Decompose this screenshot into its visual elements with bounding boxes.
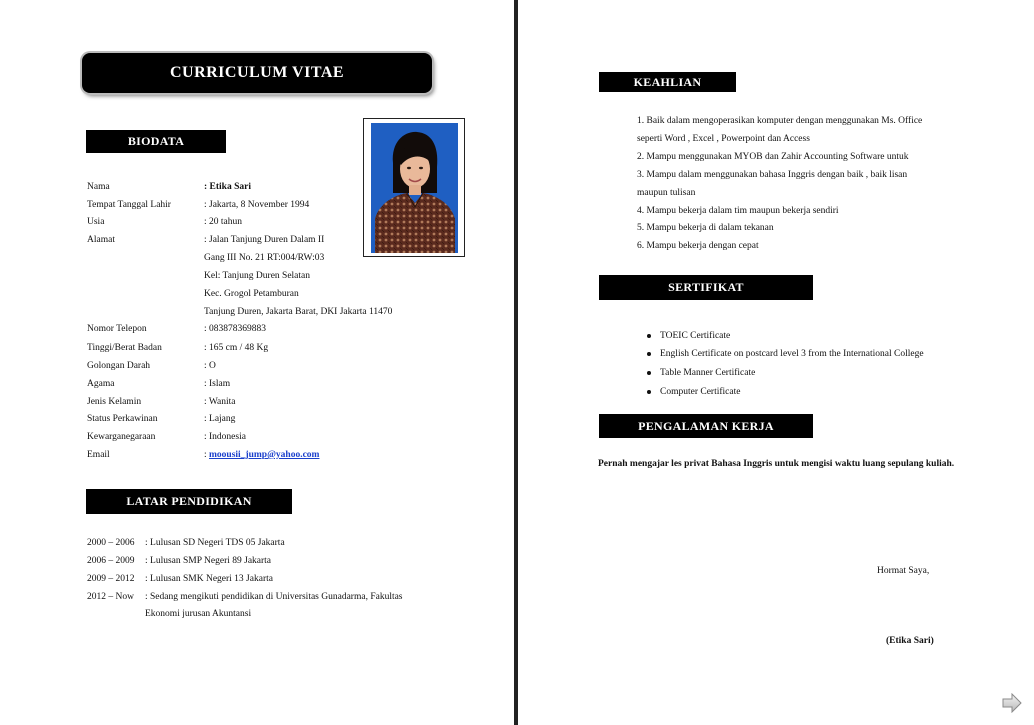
portrait-photo: [363, 118, 465, 257]
biodata-label: Tempat Tanggal Lahir: [87, 200, 171, 210]
biodata-label: Jenis Kelamin: [87, 397, 142, 407]
biodata-heading: BIODATA: [86, 130, 226, 153]
education-description: : Sedang mengikuti pendidikan di Universitas Gunadarma, Fakultas: [145, 592, 403, 602]
page-divider: [511, 0, 521, 725]
left-page: [0, 0, 511, 725]
biodata-value: : Lajang: [204, 414, 236, 424]
biodata-value: Kel: Tanjung Duren Selatan: [204, 271, 311, 281]
biodata-value: Gang III No. 21 RT:004/RW:03: [204, 253, 325, 263]
skill-line: maupun tulisan: [637, 188, 696, 198]
email-label: Email: [87, 450, 110, 460]
skill-line: 4. Mampu bekerja dalam tim maupun bekerja sendiri: [637, 206, 839, 216]
skill-line: 2. Mampu menggunakan MYOB dan Zahir Accounting Software untuk: [637, 152, 909, 162]
biodata-label: Golongan Darah: [87, 361, 151, 371]
biodata-value: : Islam: [204, 379, 231, 389]
email-link[interactable]: moousii_jump@yahoo.com: [209, 450, 320, 460]
certificate-text: Computer Certificate: [660, 387, 741, 397]
education-years: 2009 – 2012: [87, 574, 135, 584]
education-years: 2012 – Now: [87, 592, 134, 602]
biodata-label: Status Perkawinan: [87, 414, 158, 424]
cv-title: CURRICULUM VITAE: [82, 53, 432, 93]
biodata-value: : Etika Sari: [204, 182, 251, 192]
certificate-text: TOEIC Certificate: [660, 331, 731, 341]
experience-text: Pernah mengajar les privat Bahasa Inggris untuk mengisi waktu luang sepulang kuliah.: [598, 459, 955, 469]
biodata-label: Nomor Telepon: [87, 324, 147, 334]
skills-heading: KEAHLIAN: [599, 72, 736, 92]
divider-line: [514, 0, 518, 725]
bullet-icon: [647, 352, 651, 356]
skill-line: seperti Word , Excel , Powerpoint dan Access: [637, 134, 810, 144]
biodata-value: : Indonesia: [204, 432, 246, 442]
education-description: Ekonomi jurusan Akuntansi: [145, 609, 252, 619]
education-heading: LATAR PENDIDIKAN: [86, 489, 292, 514]
education-description: : Lulusan SD Negeri TDS 05 Jakarta: [145, 538, 285, 548]
biodata-value: Tanjung Duren, Jakarta Barat, DKI Jakarta 11470: [204, 307, 393, 317]
biodata-value: : Jalan Tanjung Duren Dalam II: [204, 235, 325, 245]
certificates-heading: SERTIFIKAT: [599, 275, 813, 300]
email-value: [204, 449, 319, 461]
closing-signature: (Etika Sari): [886, 636, 934, 646]
portrait-photo-image: [371, 123, 458, 253]
biodata-value: : Jakarta, 8 November 1994: [204, 200, 310, 210]
biodata-value: : Wanita: [204, 397, 236, 407]
biodata-value: : 083878369883: [204, 324, 267, 334]
skill-line: 5. Mampu bekerja di dalam tekanan: [637, 223, 774, 233]
bullet-icon: [647, 334, 651, 338]
next-page-arrow-icon[interactable]: [1001, 693, 1023, 713]
skill-line: 6. Mampu bekerja dengan cepat: [637, 241, 759, 251]
education-years: 2000 – 2006: [87, 538, 135, 548]
biodata-value: : O: [204, 361, 216, 371]
skill-line: 1. Baik dalam mengoperasikan komputer dengan menggunakan Ms. Office: [637, 116, 923, 126]
biodata-label: Usia: [87, 217, 105, 227]
right-page: [521, 0, 1034, 725]
education-description: : Lulusan SMP Negeri 89 Jakarta: [145, 556, 272, 566]
bullet-icon: [647, 390, 651, 394]
biodata-value: Kec. Grogol Petamburan: [204, 289, 299, 299]
experience-heading: PENGALAMAN KERJA: [599, 414, 813, 438]
closing-greeting: Hormat Saya,: [877, 566, 930, 576]
biodata-label: Agama: [87, 379, 115, 389]
education-description: : Lulusan SMK Negeri 13 Jakarta: [145, 574, 273, 584]
email-prefix: :: [204, 450, 210, 460]
bullet-icon: [647, 371, 651, 375]
biodata-label: Nama: [87, 182, 110, 192]
biodata-label: Kewarganegaraan: [87, 432, 156, 442]
certificate-text: English Certificate on postcard level 3 from the International College: [660, 349, 924, 359]
biodata-label: Alamat: [87, 235, 115, 245]
biodata-value: : 165 cm / 48 Kg: [204, 343, 269, 353]
biodata-label: Tinggi/Berat Badan: [87, 343, 162, 353]
education-years: 2006 – 2009: [87, 556, 135, 566]
skill-line: 3. Mampu dalam menggunakan bahasa Inggris dengan baik , baik lisan: [637, 170, 908, 180]
certificate-text: Table Manner Certificate: [660, 368, 756, 378]
biodata-value: : 20 tahun: [204, 217, 242, 227]
